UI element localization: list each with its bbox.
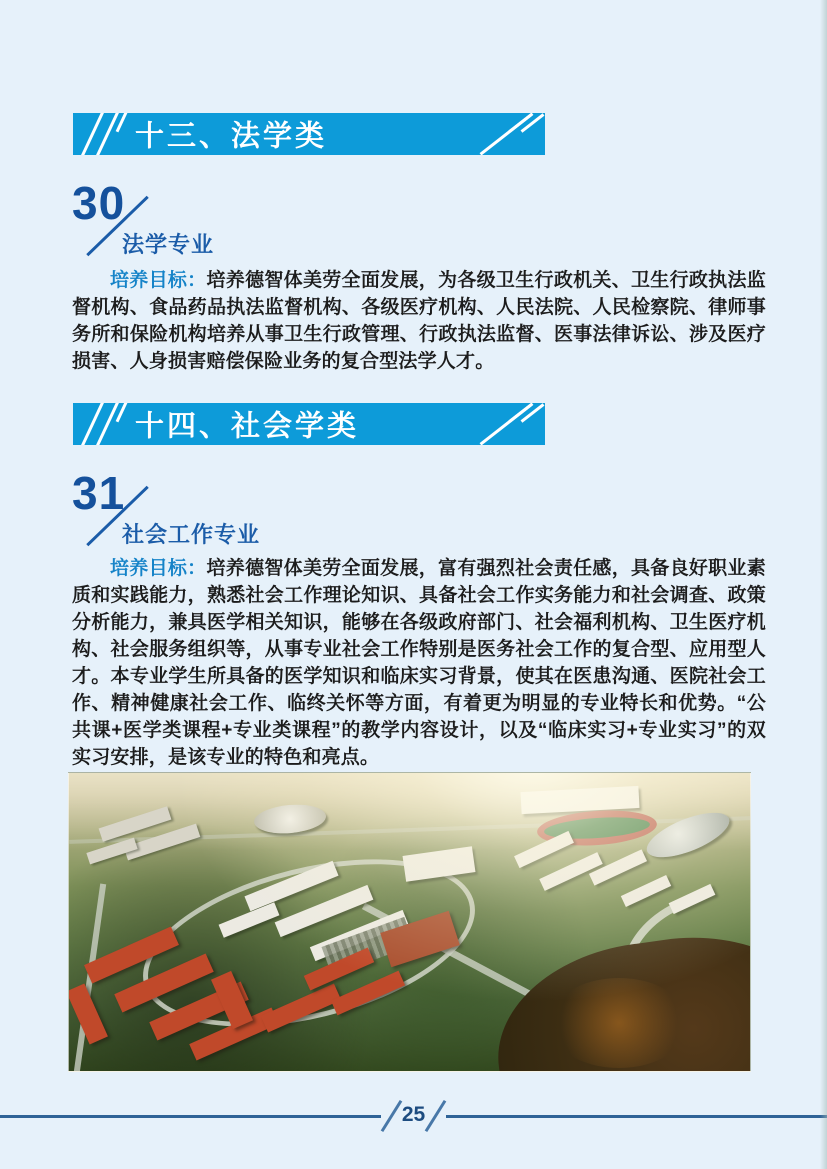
campus-aerial-photo [68,772,751,1072]
photo-sun-glare [69,773,750,1071]
footer-line [0,1115,381,1118]
page-footer [0,1096,827,1136]
page-number: 25 [401,1103,426,1126]
footer-slash-icon [425,1100,447,1132]
footer-slash-icon [381,1100,403,1132]
section-title: 十三、法学类 [135,120,328,153]
major-number: 31 [72,467,126,519]
objective-text: 培养德智体美劳全面发展，富有强烈社会责任感，具备良好职业素质和实践能力，熟悉社会工作理论知识、具备社会工作实务能力和社会调查、政策分析能力，兼具医学相关知识，能够在各级政府部门、社会福利机构、卫生医疗机构、社会服务组织等，从事专业社会工作特别是医务社会工作的复合型、应用型人才。本专业学生所具备的医学知识和临床实习背景，使其在医患沟通、医院社会工作、精神健康社会工作、临终关怀等方面，有着更为明显的专业特长和优势。“公共课+医学类课程+专业类课程”的教学内容设计，以及“临床实习+专业实习”的双实习安排，是该专业的特色和亮点。 [72,558,766,768]
major-number: 30 [72,177,126,229]
objective-label: 培养目标： [110,270,207,291]
section-banner-sociology [73,403,545,445]
major-title: 法学专业 [122,232,215,257]
banner-slash-icon [116,403,130,422]
section-banner-law [73,113,545,155]
objective-text: 培养德智体美劳全面发展，为各级卫生行政机关、卫生行政执法监督机构、食品药品执法监督机构、各级医疗机构、人民法院、人民检察院、律师事务所和保险机构培养从事卫生行政管理、行政执法监督、医事法律诉讼、涉及医疗损害、人身损害赔偿保险业务的复合型法学人才。 [72,270,766,372]
section-title: 十四、社会学类 [135,410,360,443]
objective-paragraph [72,555,766,771]
banner-slash-icon [521,113,545,133]
major-title: 社会工作专业 [122,522,261,547]
objective-label: 培养目标： [110,558,207,579]
objective-paragraph [72,267,766,375]
banner-slash-icon [116,113,130,132]
page-edge-shadow [820,0,827,1169]
footer-line [446,1115,827,1118]
banner-slash-icon [521,403,545,423]
